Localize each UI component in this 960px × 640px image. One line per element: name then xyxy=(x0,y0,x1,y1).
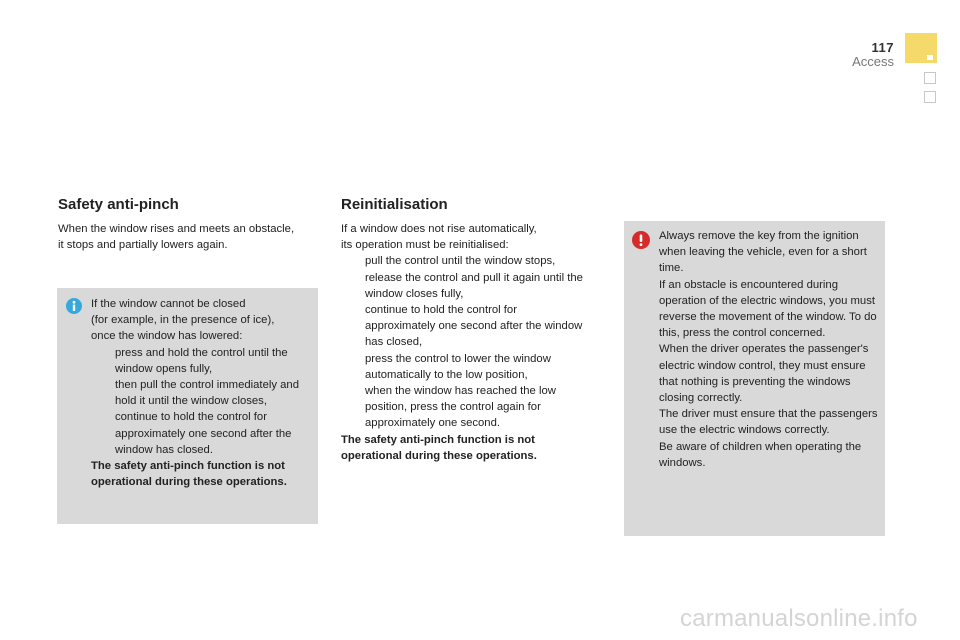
warning-icon xyxy=(632,231,650,249)
reinit-note: The safety anti-pinch function is not operational during these operations. xyxy=(341,433,537,462)
watermark: carmanualsonline.info xyxy=(680,605,918,632)
section-name: Access xyxy=(852,54,894,69)
warning-box xyxy=(624,221,885,536)
safety-box-note: The safety anti-pinch function is not operational during these operations. xyxy=(91,460,287,489)
safety-intro: When the window rises and meets an obstacle, it stops and partially lowers again. xyxy=(58,223,295,252)
list-item: pull the control until the window stops, xyxy=(365,255,556,268)
reinit-title: Reinitialisation xyxy=(341,196,448,213)
safety-info-box xyxy=(57,288,318,524)
list-item: when the window has reached the low position, press the control again for approximately one second. xyxy=(365,385,556,430)
list-item: press and hold the control until the window opens fully, xyxy=(115,346,288,375)
page-number: 117 xyxy=(871,40,894,55)
chapter-tab[interactable] xyxy=(924,91,936,103)
list-item: release the control and pull it again until the window closes fully, xyxy=(365,271,583,300)
reinit-body: If a window does not rise automatically, its operation must be reinitialised: pull the control until the window stops, release the control and pull it again until the window closes fully, continue to hold the control for approximately one second after the window has closed, press the control to lower the window automatically to the low position, when the window has reached the low position, press the control again for approximately one second. The safety anti-pinch function is not operational during these operations. xyxy=(341,221,587,464)
list-item: press the control to lower the window automatically to the low position, xyxy=(365,352,551,381)
chapter-tab-active[interactable] xyxy=(905,33,937,63)
list-item: continue to hold the control for approximately one second after the window has closed, xyxy=(365,304,583,349)
tab-mark xyxy=(927,55,933,60)
chapter-tab[interactable] xyxy=(924,72,936,84)
safety-box-text: If the window cannot be closed (for example, in the presence of ice), once the window has lowered: press and hold the control until the window opens fully, then pull the control immediately and hold it until the window closes, continue to hold the control for approximately one second after the window has closed. The safety anti-pinch function is not operational during these operations. xyxy=(91,296,313,490)
safety-title: Safety anti-pinch xyxy=(58,196,179,213)
list-item: then pull the control immediately and hold it until the window closes, xyxy=(115,379,299,408)
list-item: continue to hold the control for approximately one second after the window has closed. xyxy=(115,411,292,456)
warning-text: Always remove the key from the ignition when leaving the vehicle, even for a short time. If an obstacle is encountered during operation of the electric windows, you must reverse the movement of the window. To do this, press the control concerned. When the driver operates the passenger's electric window control, they must ensure that nothing is preventing the windows closing correctly. The driver must ensure that the passengers use the electric windows correctly. Be aware of children when operating the windows. xyxy=(659,230,878,469)
info-icon xyxy=(66,298,82,314)
